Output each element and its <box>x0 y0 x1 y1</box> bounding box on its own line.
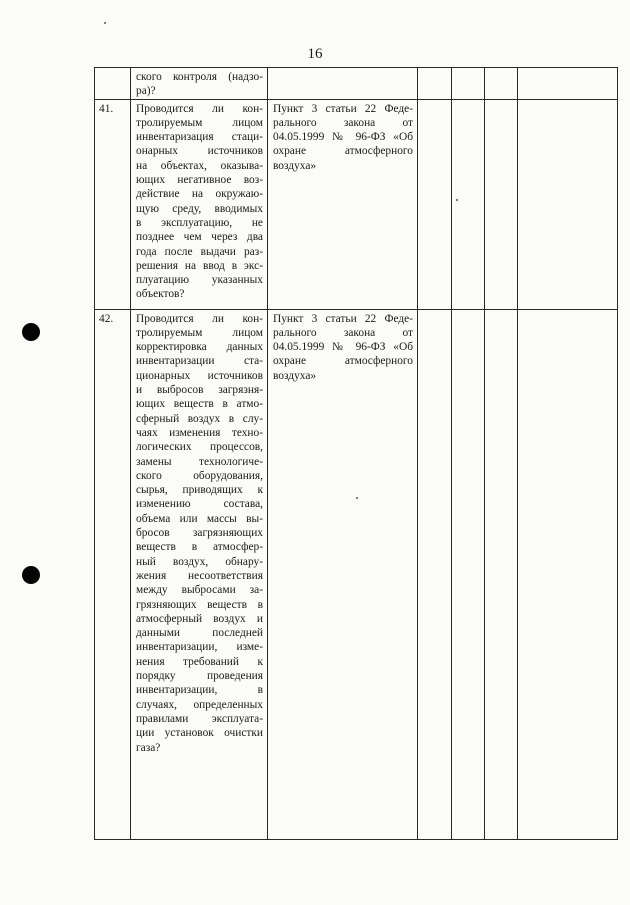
answer-na-cell <box>485 99 518 309</box>
table-row <box>95 68 618 100</box>
question-line: инвентаризации, в <box>136 684 263 697</box>
question-line: на объектах, оказыва- <box>136 159 263 172</box>
legal-reference-cell <box>268 68 418 100</box>
question-line: порядку проведения <box>136 670 263 683</box>
question-line: объема или массы вы- <box>136 512 263 525</box>
item-number: 41. <box>95 99 131 309</box>
question-line: корректировка данных <box>136 341 263 354</box>
item-number: 42. <box>95 309 131 839</box>
question-cell <box>131 99 268 309</box>
question-line: ского контроля (надзо- <box>136 71 263 83</box>
question-line: позднее чем через два <box>136 231 263 244</box>
question-line: правилами эксплуата- <box>136 712 263 725</box>
answer-no-cell <box>452 309 485 839</box>
reference-line: 04.05.1999 № 96-ФЗ «Об <box>273 131 413 144</box>
question-line: сферный воздух в слу- <box>136 412 263 425</box>
reference-line: рального закона от <box>273 116 413 129</box>
question-line: ющих негативное воз- <box>136 174 263 187</box>
answer-yes-cell <box>418 68 452 100</box>
question-line: и выбросов загрязня- <box>136 384 263 397</box>
question-line: ра)? <box>136 85 156 98</box>
question-line: грязняющих веществ в <box>136 598 263 611</box>
question-line: года после выдачи раз- <box>136 245 263 258</box>
question-line: данными последней <box>136 627 263 640</box>
question-line: ционарных источников <box>136 369 263 382</box>
question-line: чаях изменения техно- <box>136 426 263 439</box>
note-cell <box>518 68 618 100</box>
binder-hole-bottom <box>22 566 40 584</box>
question-cell <box>131 68 268 100</box>
question-line: объектов? <box>136 288 185 301</box>
reference-line: Пункт 3 статьи 22 Феде- <box>273 312 413 325</box>
reference-line: воздуха» <box>273 369 317 382</box>
question-line: логических процессов, <box>136 441 263 454</box>
question-line: ского оборудования, <box>136 469 263 482</box>
note-cell <box>518 309 618 839</box>
note-cell <box>518 99 618 309</box>
checklist-table <box>94 67 618 840</box>
item-number <box>95 68 131 100</box>
question-line: бросов загрязняющих <box>136 527 263 540</box>
question-line: газа? <box>136 741 161 754</box>
question-line: инвентаризации ста- <box>136 355 263 368</box>
question-line: в эксплуатацию, не <box>136 216 263 229</box>
reference-line: 04.05.1999 № 96-ФЗ «Об <box>273 341 413 354</box>
question-line: щую среду, вводимых <box>136 202 263 215</box>
question-line: тролируемым лицом <box>136 326 263 339</box>
question-line: ции установок очистки <box>136 727 263 740</box>
question-line: замены технологиче- <box>136 455 263 468</box>
question-line: плуатацию указанных <box>136 274 263 287</box>
question-line: между выбросами за- <box>136 584 263 597</box>
question-line: действие на окружаю- <box>136 188 263 201</box>
reference-line: охране атмосферного <box>273 355 413 368</box>
question-line: нения требований к <box>136 655 263 668</box>
question-line: атмосферный воздух и <box>136 612 263 625</box>
question-line: сырья, приводящих к <box>136 484 263 497</box>
table-row <box>95 99 618 309</box>
question-line: веществ в атмосфер- <box>136 541 263 554</box>
reference-line: рального закона от <box>273 326 413 339</box>
reference-line: воздуха» <box>273 159 317 172</box>
answer-yes-cell <box>418 309 452 839</box>
question-line: решения на ввод в экс- <box>136 259 263 272</box>
page-number: 16 <box>307 46 323 62</box>
question-line: инвентаризации, изме- <box>136 641 263 654</box>
answer-yes-cell <box>418 99 452 309</box>
answer-na-cell <box>485 309 518 839</box>
scan-speck <box>104 22 106 24</box>
question-line: инвентаризация стаци- <box>136 131 263 144</box>
question-line: ный воздух, обнару- <box>136 555 263 568</box>
reference-line: Пункт 3 статьи 22 Феде- <box>273 102 413 115</box>
question-line: тролируемым лицом <box>136 116 263 129</box>
answer-no-cell <box>452 68 485 100</box>
answer-na-cell <box>485 68 518 100</box>
question-line: Проводится ли кон- <box>136 102 263 115</box>
answer-no-cell <box>452 99 485 309</box>
reference-line: охране атмосферного <box>273 145 413 158</box>
binder-hole-top <box>22 323 40 341</box>
legal-reference-cell <box>268 309 418 839</box>
question-line: случаях, определенных <box>136 698 263 711</box>
question-line: ющих веществ в атмо- <box>136 398 263 411</box>
question-cell <box>131 309 268 839</box>
question-line: онарных источников <box>136 145 263 158</box>
table-row <box>95 309 618 839</box>
question-line: Проводится ли кон- <box>136 312 263 325</box>
question-line: изменению состава, <box>136 498 263 511</box>
question-line: жения несоответствия <box>136 569 263 582</box>
legal-reference-cell <box>268 99 418 309</box>
